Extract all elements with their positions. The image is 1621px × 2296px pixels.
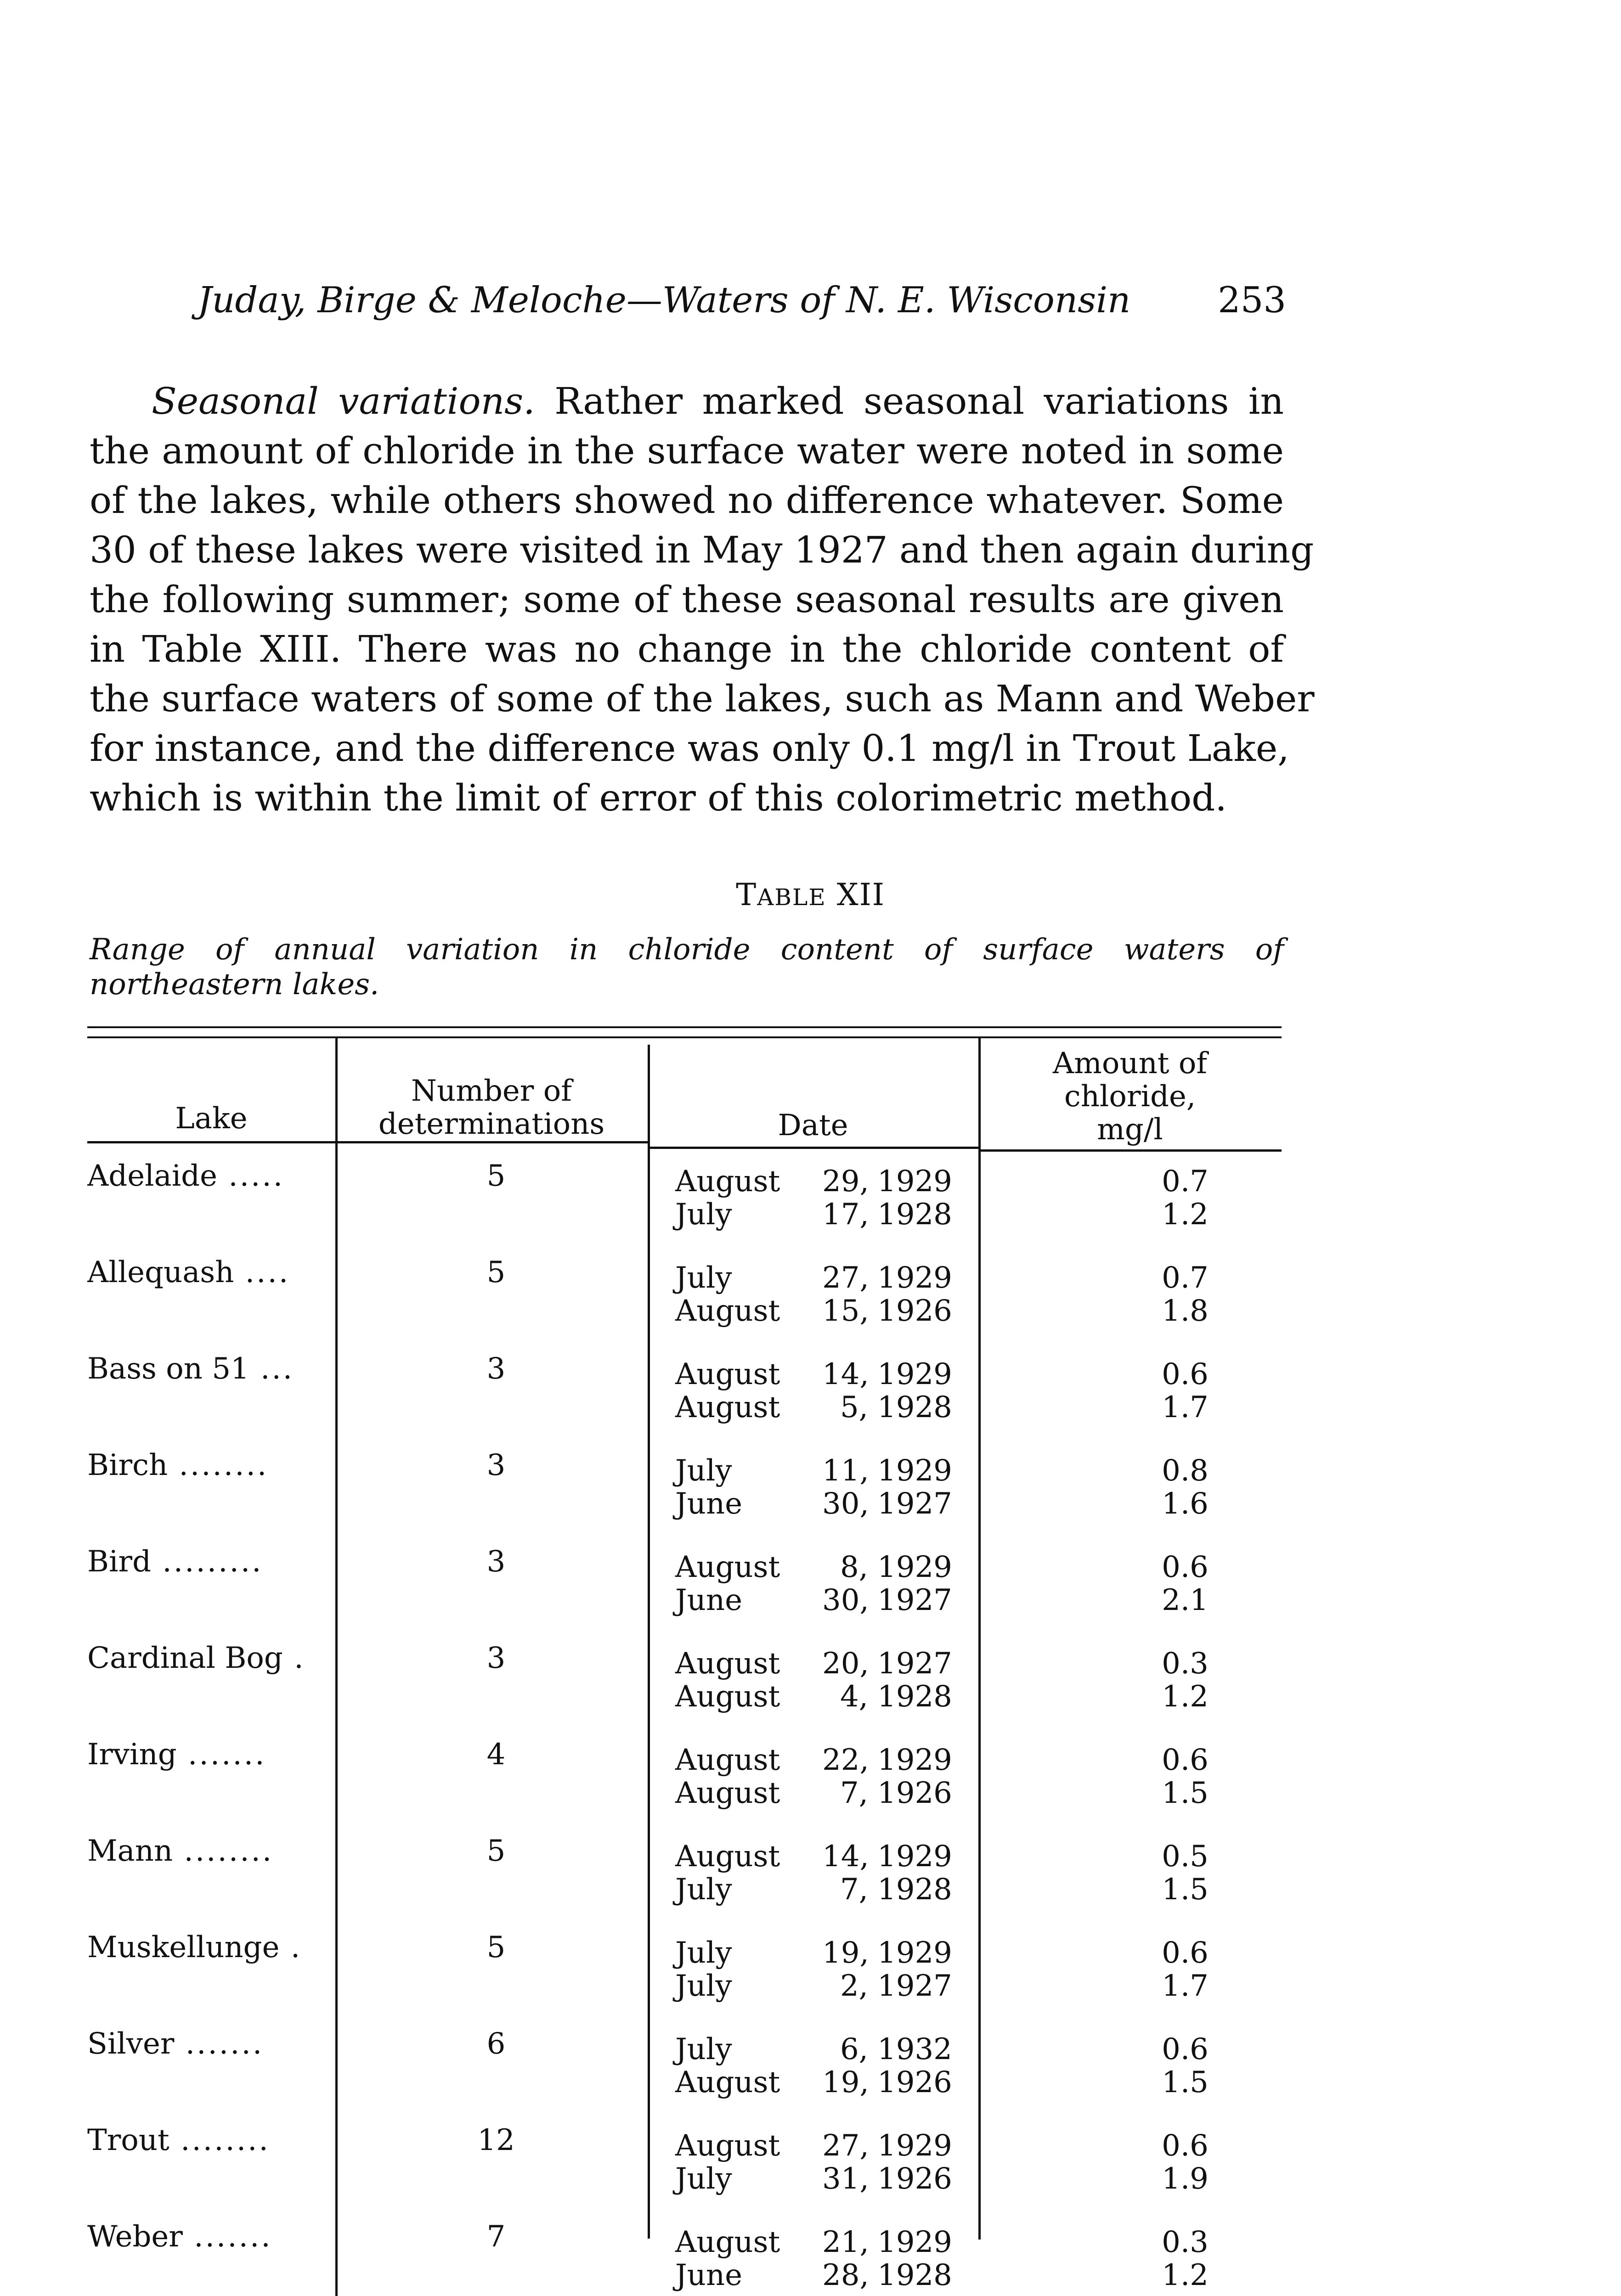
cell-dates <box>675 2129 1043 2195</box>
running-header <box>198 280 1286 321</box>
header-lake: Lake <box>175 1102 248 1136</box>
date-line: August 15, 1926 <box>675 1294 952 1328</box>
date-line: July 11, 1929 <box>675 1454 952 1488</box>
paragraph-line: for instance, and the difference was only 0.1 mg/l in Trout Lake, <box>90 727 1289 770</box>
cell-chloride <box>1089 1454 1282 1520</box>
cell-determinations: 5 <box>486 1834 506 1868</box>
cell-chloride <box>1089 1840 1282 1906</box>
date-line: August 27, 1929 <box>675 2129 952 2163</box>
date-line: June 30, 1927 <box>675 1583 952 1617</box>
table-caption <box>90 932 1284 1002</box>
chloride-value: 0.7 <box>1162 1261 1209 1295</box>
caption-line: Range of annual variation in chloride content of surface waters of <box>90 933 1284 967</box>
date-line: August 5, 1928 <box>675 1390 952 1424</box>
chloride-value: 1.5 <box>1162 1873 1209 1907</box>
table-top-rule-inner <box>87 1036 1282 1038</box>
date-line: August 14, 1929 <box>675 1357 952 1391</box>
table-row <box>87 1642 1282 1738</box>
cell-lake: Mann ........ <box>87 1835 274 1868</box>
chloride-value: 1.5 <box>1162 2065 1209 2099</box>
cell-determinations: 3 <box>486 1545 506 1579</box>
table-row <box>87 1352 1282 1449</box>
cell-determinations: 6 <box>486 2027 506 2061</box>
chloride-value: 1.5 <box>1162 1776 1209 1810</box>
paragraph-line: in Table XIII. There was no change in the chloride content of <box>90 628 1284 670</box>
date-line: July 6, 1932 <box>675 2032 952 2066</box>
date-line: August 20, 1927 <box>675 1647 952 1681</box>
table-row <box>87 1159 1282 1256</box>
cell-chloride <box>1089 2129 1282 2195</box>
cell-dates <box>675 1551 1043 1617</box>
chloride-value: 1.7 <box>1162 1390 1209 1424</box>
cell-lake: Irving ....... <box>87 1738 266 1771</box>
table-row <box>87 2124 1282 2220</box>
cell-lake: Weber ....... <box>87 2220 272 2253</box>
table-row <box>87 1931 1282 2027</box>
cell-lake: Allequash .... <box>87 1256 290 1289</box>
cell-dates <box>675 1647 1043 1713</box>
cell-chloride <box>1089 2033 1282 2099</box>
header-date: Date <box>778 1109 848 1142</box>
chloride-value: 1.8 <box>1162 1294 1209 1328</box>
cell-chloride <box>1089 1744 1282 1810</box>
cell-lake: Bass on 51 ... <box>87 1352 294 1385</box>
header-chloride: Amount of chloride, mg/l <box>1052 1047 1208 1147</box>
date-line: August 19, 1926 <box>675 2065 952 2099</box>
header-underline <box>87 1141 335 1143</box>
cell-lake: Cardinal Bog . <box>87 1642 305 1675</box>
date-line: August 8, 1929 <box>675 1550 952 1584</box>
chloride-value: 0.6 <box>1162 2129 1209 2163</box>
date-line: August 4, 1928 <box>675 1680 952 1714</box>
cell-lake: Bird ......... <box>87 1545 263 1578</box>
running-header-title: Juday, Birge & Meloche—Waters of N. E. Wisconsin <box>198 280 1131 321</box>
header-underline <box>978 1149 1282 1152</box>
paragraph-line: the amount of chloride in the surface water were noted in some <box>90 429 1284 472</box>
chloride-value: 1.2 <box>1162 2258 1209 2292</box>
cell-dates <box>675 1744 1043 1810</box>
cell-determinations: 5 <box>486 1159 506 1193</box>
date-line: July 7, 1928 <box>675 1873 952 1907</box>
date-line: June 28, 1928 <box>675 2258 952 2292</box>
chloride-value: 1.2 <box>1162 1198 1209 1232</box>
date-line: July 27, 1929 <box>675 1261 952 1295</box>
date-line: August 29, 1929 <box>675 1165 952 1199</box>
paragraph-line: of the lakes, while others showed no difference whatever. Some <box>90 479 1284 522</box>
cell-dates <box>675 1358 1043 1424</box>
table-row <box>87 1738 1282 1835</box>
date-line: August 21, 1929 <box>675 2225 952 2259</box>
chloride-value: 0.6 <box>1162 2032 1209 2066</box>
cell-chloride <box>1089 1936 1282 2003</box>
cell-determinations: 7 <box>486 2220 506 2254</box>
chloride-value: 0.6 <box>1162 1357 1209 1391</box>
cell-determinations: 3 <box>486 1448 506 1482</box>
paragraph-line: the following summer; some of these seasonal results are given <box>90 578 1284 621</box>
paragraph-lead: Seasonal variations. <box>152 380 535 422</box>
cell-determinations: 5 <box>486 1930 506 1964</box>
table-row <box>87 1835 1282 1931</box>
cell-determinations: 4 <box>486 1738 506 1772</box>
table-row <box>87 1449 1282 1545</box>
cell-determinations: 5 <box>486 1255 506 1289</box>
cell-dates <box>675 2033 1043 2099</box>
paragraph-line: 30 of these lakes were visited in May 1927 and then again during <box>90 529 1314 571</box>
header-number: Number of determinations <box>378 1074 605 1141</box>
chloride-value: 0.8 <box>1162 1454 1209 1488</box>
date-line: June 30, 1927 <box>675 1487 952 1521</box>
paragraph-line: which is within the limit of error of this colorimetric method. <box>90 777 1227 819</box>
header-underline <box>648 1147 978 1149</box>
cell-chloride <box>1089 1261 1282 1328</box>
cell-dates <box>675 1261 1043 1328</box>
cell-determinations: 12 <box>477 2123 515 2157</box>
chloride-value: 1.9 <box>1162 2162 1209 2196</box>
chloride-value: 2.1 <box>1162 1583 1209 1617</box>
cell-dates <box>675 1936 1043 2003</box>
table-top-rule <box>87 1026 1282 1028</box>
cell-chloride <box>1089 1647 1282 1713</box>
cell-determinations: 3 <box>486 1352 506 1386</box>
cell-lake: Birch ........ <box>87 1449 269 1482</box>
table-row <box>87 1545 1282 1642</box>
cell-dates <box>675 1840 1043 1906</box>
chloride-value: 0.7 <box>1162 1165 1209 1199</box>
chloride-value: 1.7 <box>1162 1969 1209 2003</box>
header-underline <box>335 1141 648 1143</box>
date-line: July 31, 1926 <box>675 2162 952 2196</box>
date-line: August 22, 1929 <box>675 1743 952 1777</box>
cell-chloride <box>1089 1551 1282 1617</box>
chloride-value: 0.5 <box>1162 1840 1209 1874</box>
chloride-value: 1.6 <box>1162 1487 1209 1521</box>
chloride-value: 1.2 <box>1162 1680 1209 1714</box>
cell-chloride <box>1089 1358 1282 1424</box>
cell-lake: Silver ....... <box>87 2027 264 2060</box>
paragraph-line: the surface waters of some of the lakes, such as Mann and Weber <box>90 677 1315 720</box>
chloride-value: 0.3 <box>1162 2225 1209 2259</box>
date-line: July 2, 1927 <box>675 1969 952 2003</box>
table-title: TABLE XII <box>736 877 885 912</box>
cell-determinations: 3 <box>486 1641 506 1675</box>
cell-dates <box>675 1454 1043 1520</box>
cell-lake: Adelaide ..... <box>87 1159 285 1193</box>
table-row <box>87 2220 1282 2296</box>
chloride-value: 0.6 <box>1162 1743 1209 1777</box>
table-row <box>87 2027 1282 2124</box>
table-row <box>87 1256 1282 1352</box>
date-line: August 14, 1929 <box>675 1840 952 1874</box>
cell-lake: Trout ........ <box>87 2124 270 2157</box>
page-number: 253 <box>1218 280 1286 321</box>
date-line: July 19, 1929 <box>675 1936 952 1970</box>
date-line: August 7, 1926 <box>675 1776 952 1810</box>
cell-chloride <box>1089 1165 1282 1231</box>
cell-dates <box>675 1165 1043 1231</box>
chloride-value: 0.6 <box>1162 1550 1209 1584</box>
cell-dates <box>675 2226 1043 2292</box>
body-paragraph <box>90 377 1315 823</box>
cell-chloride <box>1089 2226 1282 2292</box>
paragraph-line: Seasonal variations. Rather marked seasonal variations in <box>152 380 1284 422</box>
date-line: July 17, 1928 <box>675 1198 952 1232</box>
caption-line: northeastern lakes. <box>90 968 379 1002</box>
cell-lake: Muskellunge . <box>87 1931 302 1964</box>
chloride-value: 0.6 <box>1162 1936 1209 1970</box>
chloride-value: 0.3 <box>1162 1647 1209 1681</box>
